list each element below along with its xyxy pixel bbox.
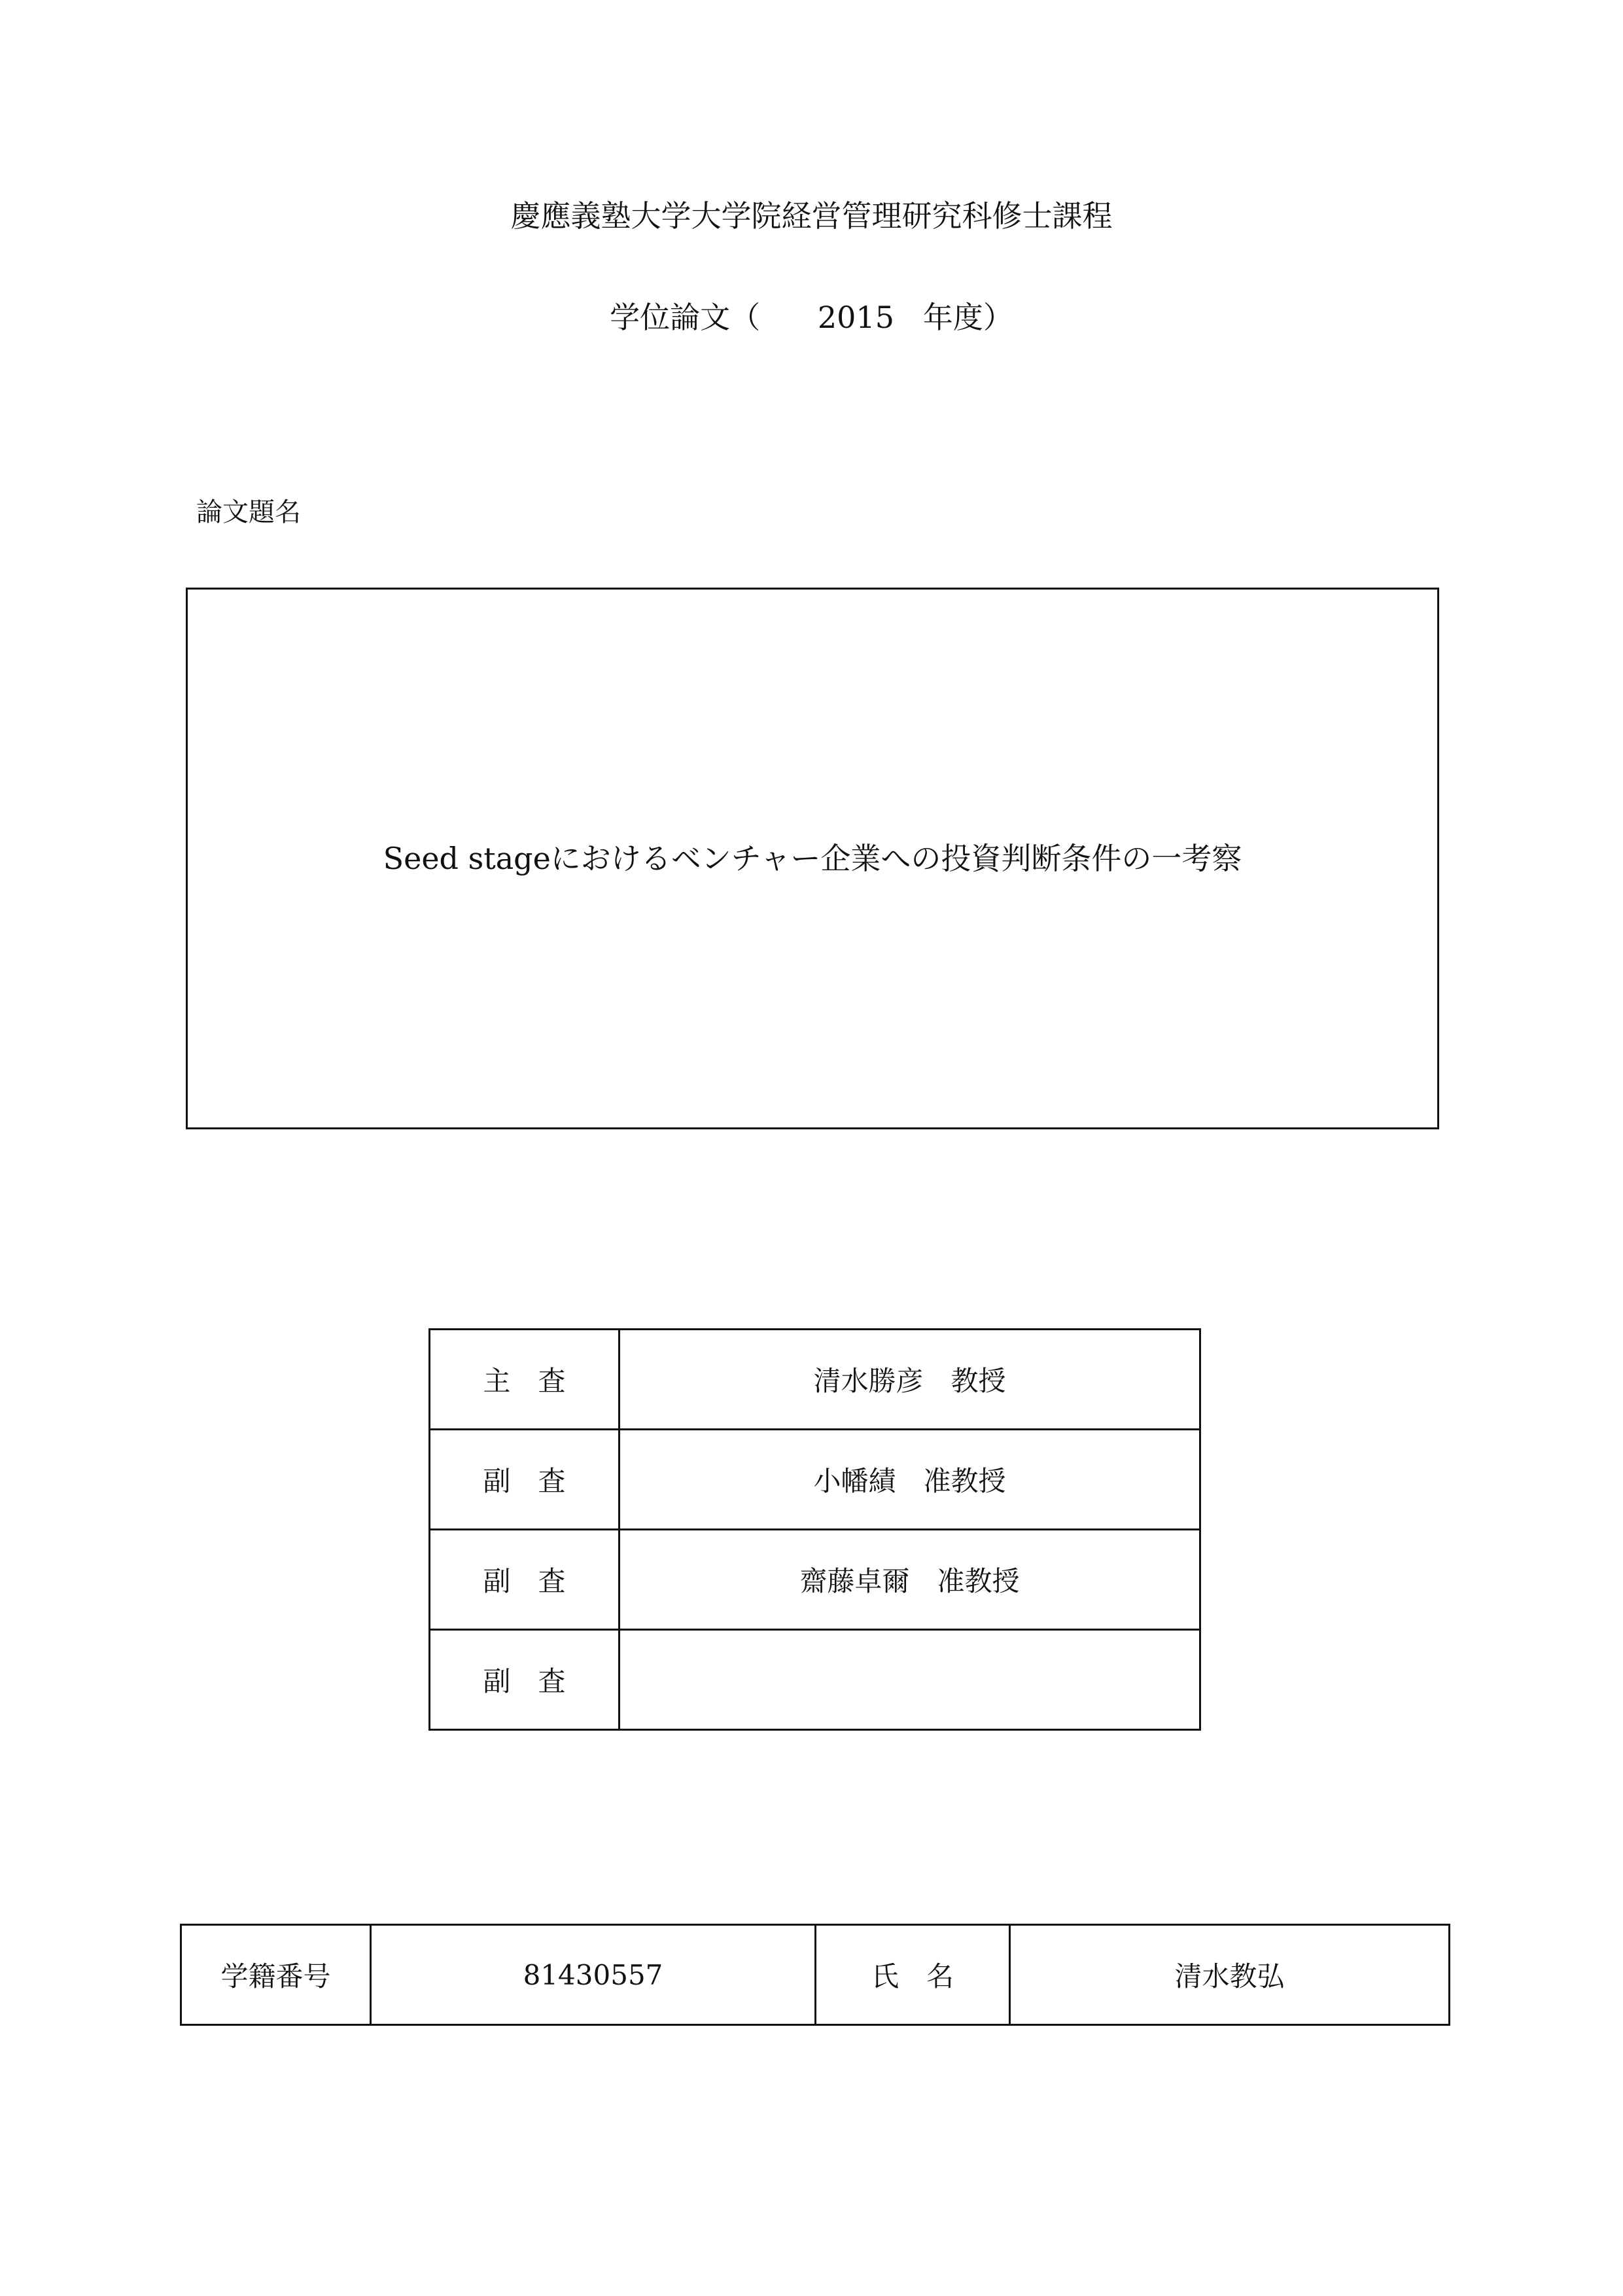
student-id-value: 81430557 xyxy=(371,1925,816,2025)
table-row xyxy=(430,1330,1200,1430)
thesis-title-label: 論文題名 xyxy=(196,497,301,527)
thesis-title: Seed stageにおけるベンチャー企業への投資判断条件の一考察 xyxy=(383,841,1242,876)
examiner-name xyxy=(620,1630,1200,1730)
thesis-suffix: 年度） xyxy=(922,300,1013,335)
university-program-text: 慶應義塾大学大学院経営管理研究科修士課程 xyxy=(510,198,1113,234)
examiner-role: 副 査 xyxy=(430,1630,620,1730)
student-info-table xyxy=(180,1924,1450,2026)
examiners-table xyxy=(428,1328,1201,1731)
examiner-name: 清水勝彦 教授 xyxy=(620,1330,1200,1430)
examiner-name: 小幡績 准教授 xyxy=(620,1430,1200,1530)
table-row xyxy=(430,1630,1200,1730)
thesis-prefix: 学位論文（ xyxy=(610,300,761,335)
examiner-name: 齋藤卓爾 准教授 xyxy=(620,1530,1200,1630)
table-row xyxy=(430,1530,1200,1630)
thesis-year-heading xyxy=(0,298,1623,337)
thesis-title-box xyxy=(186,588,1439,1129)
student-name-value: 清水教弘 xyxy=(1010,1925,1450,2025)
student-name-label: 氏 名 xyxy=(816,1925,1010,2025)
examiner-role: 副 査 xyxy=(430,1530,620,1630)
table-row xyxy=(430,1430,1200,1530)
university-program-heading xyxy=(0,196,1623,236)
examiner-role: 副 査 xyxy=(430,1430,620,1530)
student-id-label: 学籍番号 xyxy=(181,1925,371,2025)
table-row xyxy=(181,1925,1450,2025)
examiner-role: 主 査 xyxy=(430,1330,620,1430)
thesis-year: 2015 xyxy=(817,300,894,335)
